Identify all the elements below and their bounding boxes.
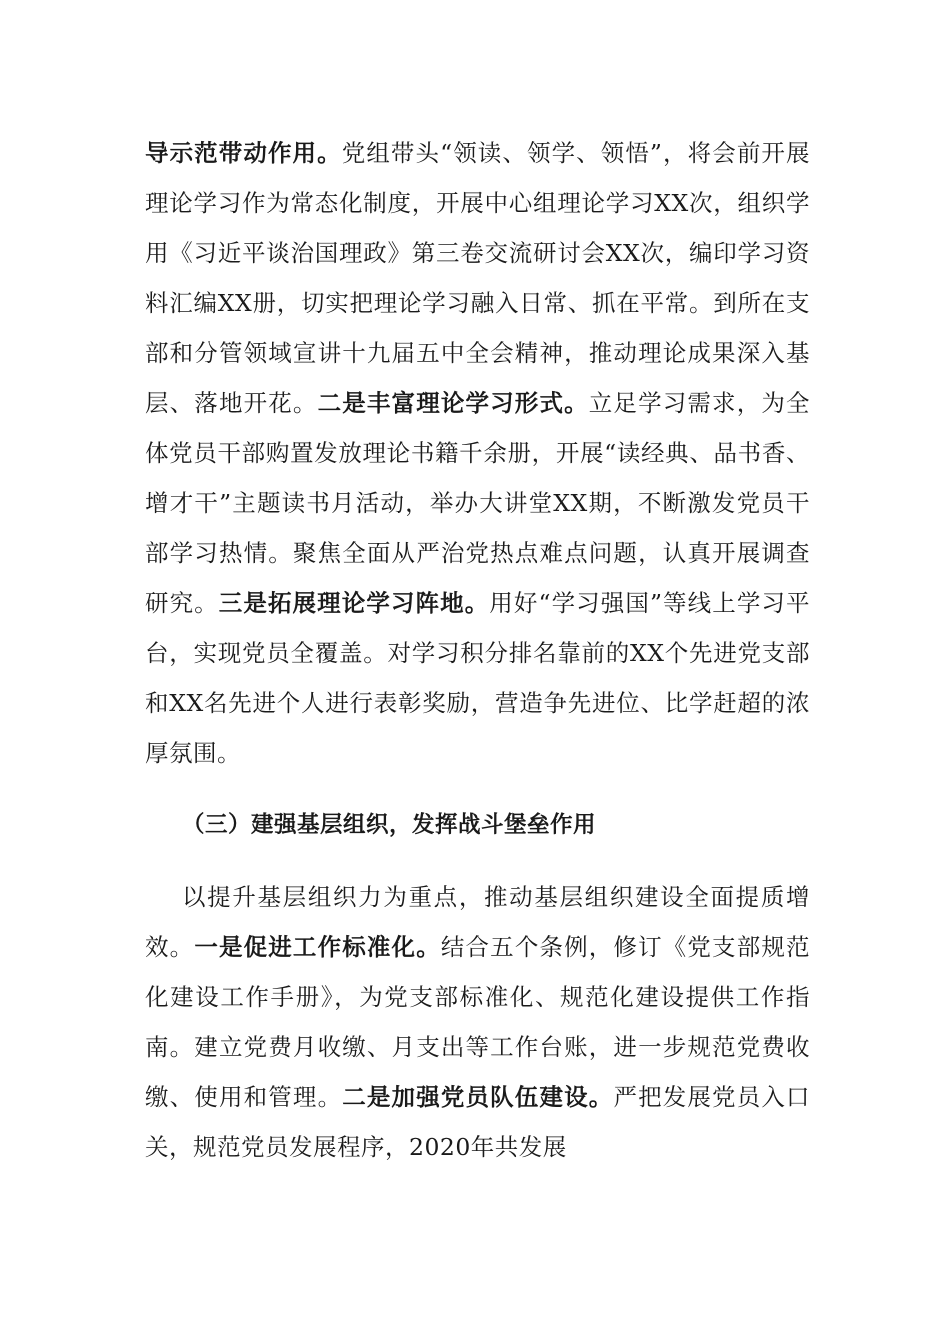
spacer bbox=[145, 778, 810, 800]
paragraph-2-text-b: 结合五个条例，修订《党支部规范化建设工作手册》，为党支部标准化、规范化建设提供工作指南。建立党费月收缴、月支出等工作台账，进一步规范党费收缴、使用和管理。 bbox=[145, 933, 811, 1111]
paragraph-1-text-a: 党组带头“领读、领学、领悟”，将会前开展理论学习作为常态化制度，开展中心组理论学习XX次，组织学用《习近平谈治国理政》第三卷交流研讨会XX次，编印学习资料汇编XX册，切实把理论学习融入日常、抓在平常。到所在支部和分管领域宣讲十九届五中全会精神，推动理论成果深入基层、落地开花。 bbox=[145, 139, 810, 417]
paragraph-2 bbox=[145, 872, 810, 1172]
paragraph-1-text-b: 立足学习需求，为全体党员干部购置发放理论书籍千余册，开展“读经典、品书香、增才干”主题读书月活动，举办大讲堂XX期，不断激发党员干部学习热情。聚焦全面从严治党热点难点问题，认真开展调查研究。 bbox=[145, 389, 811, 617]
bold-lead-demonstration: 导示范带动作用。 bbox=[145, 139, 342, 167]
bold-lead-standardization: 一是促进工作标准化。 bbox=[194, 933, 441, 961]
bold-lead-expand-study-front: 三是拓展理论学习阵地。 bbox=[218, 589, 490, 617]
section-heading: （三）建强基层组织，发挥战斗堡垒作用 bbox=[182, 812, 597, 838]
paragraph-2-text-a: 以提升基层组织力为重点，推动基层组织建设全面提质增效。 bbox=[145, 883, 810, 961]
paragraph-1 bbox=[145, 128, 810, 778]
paragraph-1-text-c: 用好“学习强国”等线上学习平台，实现党员全覆盖。对学习积分排名靠前的XX个先进党支部和XX名先进个人进行表彰奖励，营造争先进位、比学赶超的浓厚氛围。 bbox=[145, 589, 811, 767]
bold-lead-member-team: 二是加强党员队伍建设。 bbox=[342, 1083, 614, 1111]
paragraph-2-text-c: 严把发展党员入口关，规范党员发展程序，2020年共发展 bbox=[145, 1083, 811, 1161]
bold-lead-enrich-study-forms: 二是丰富理论学习形式。 bbox=[317, 389, 589, 417]
spacer bbox=[145, 850, 810, 872]
document-body bbox=[145, 128, 810, 1172]
